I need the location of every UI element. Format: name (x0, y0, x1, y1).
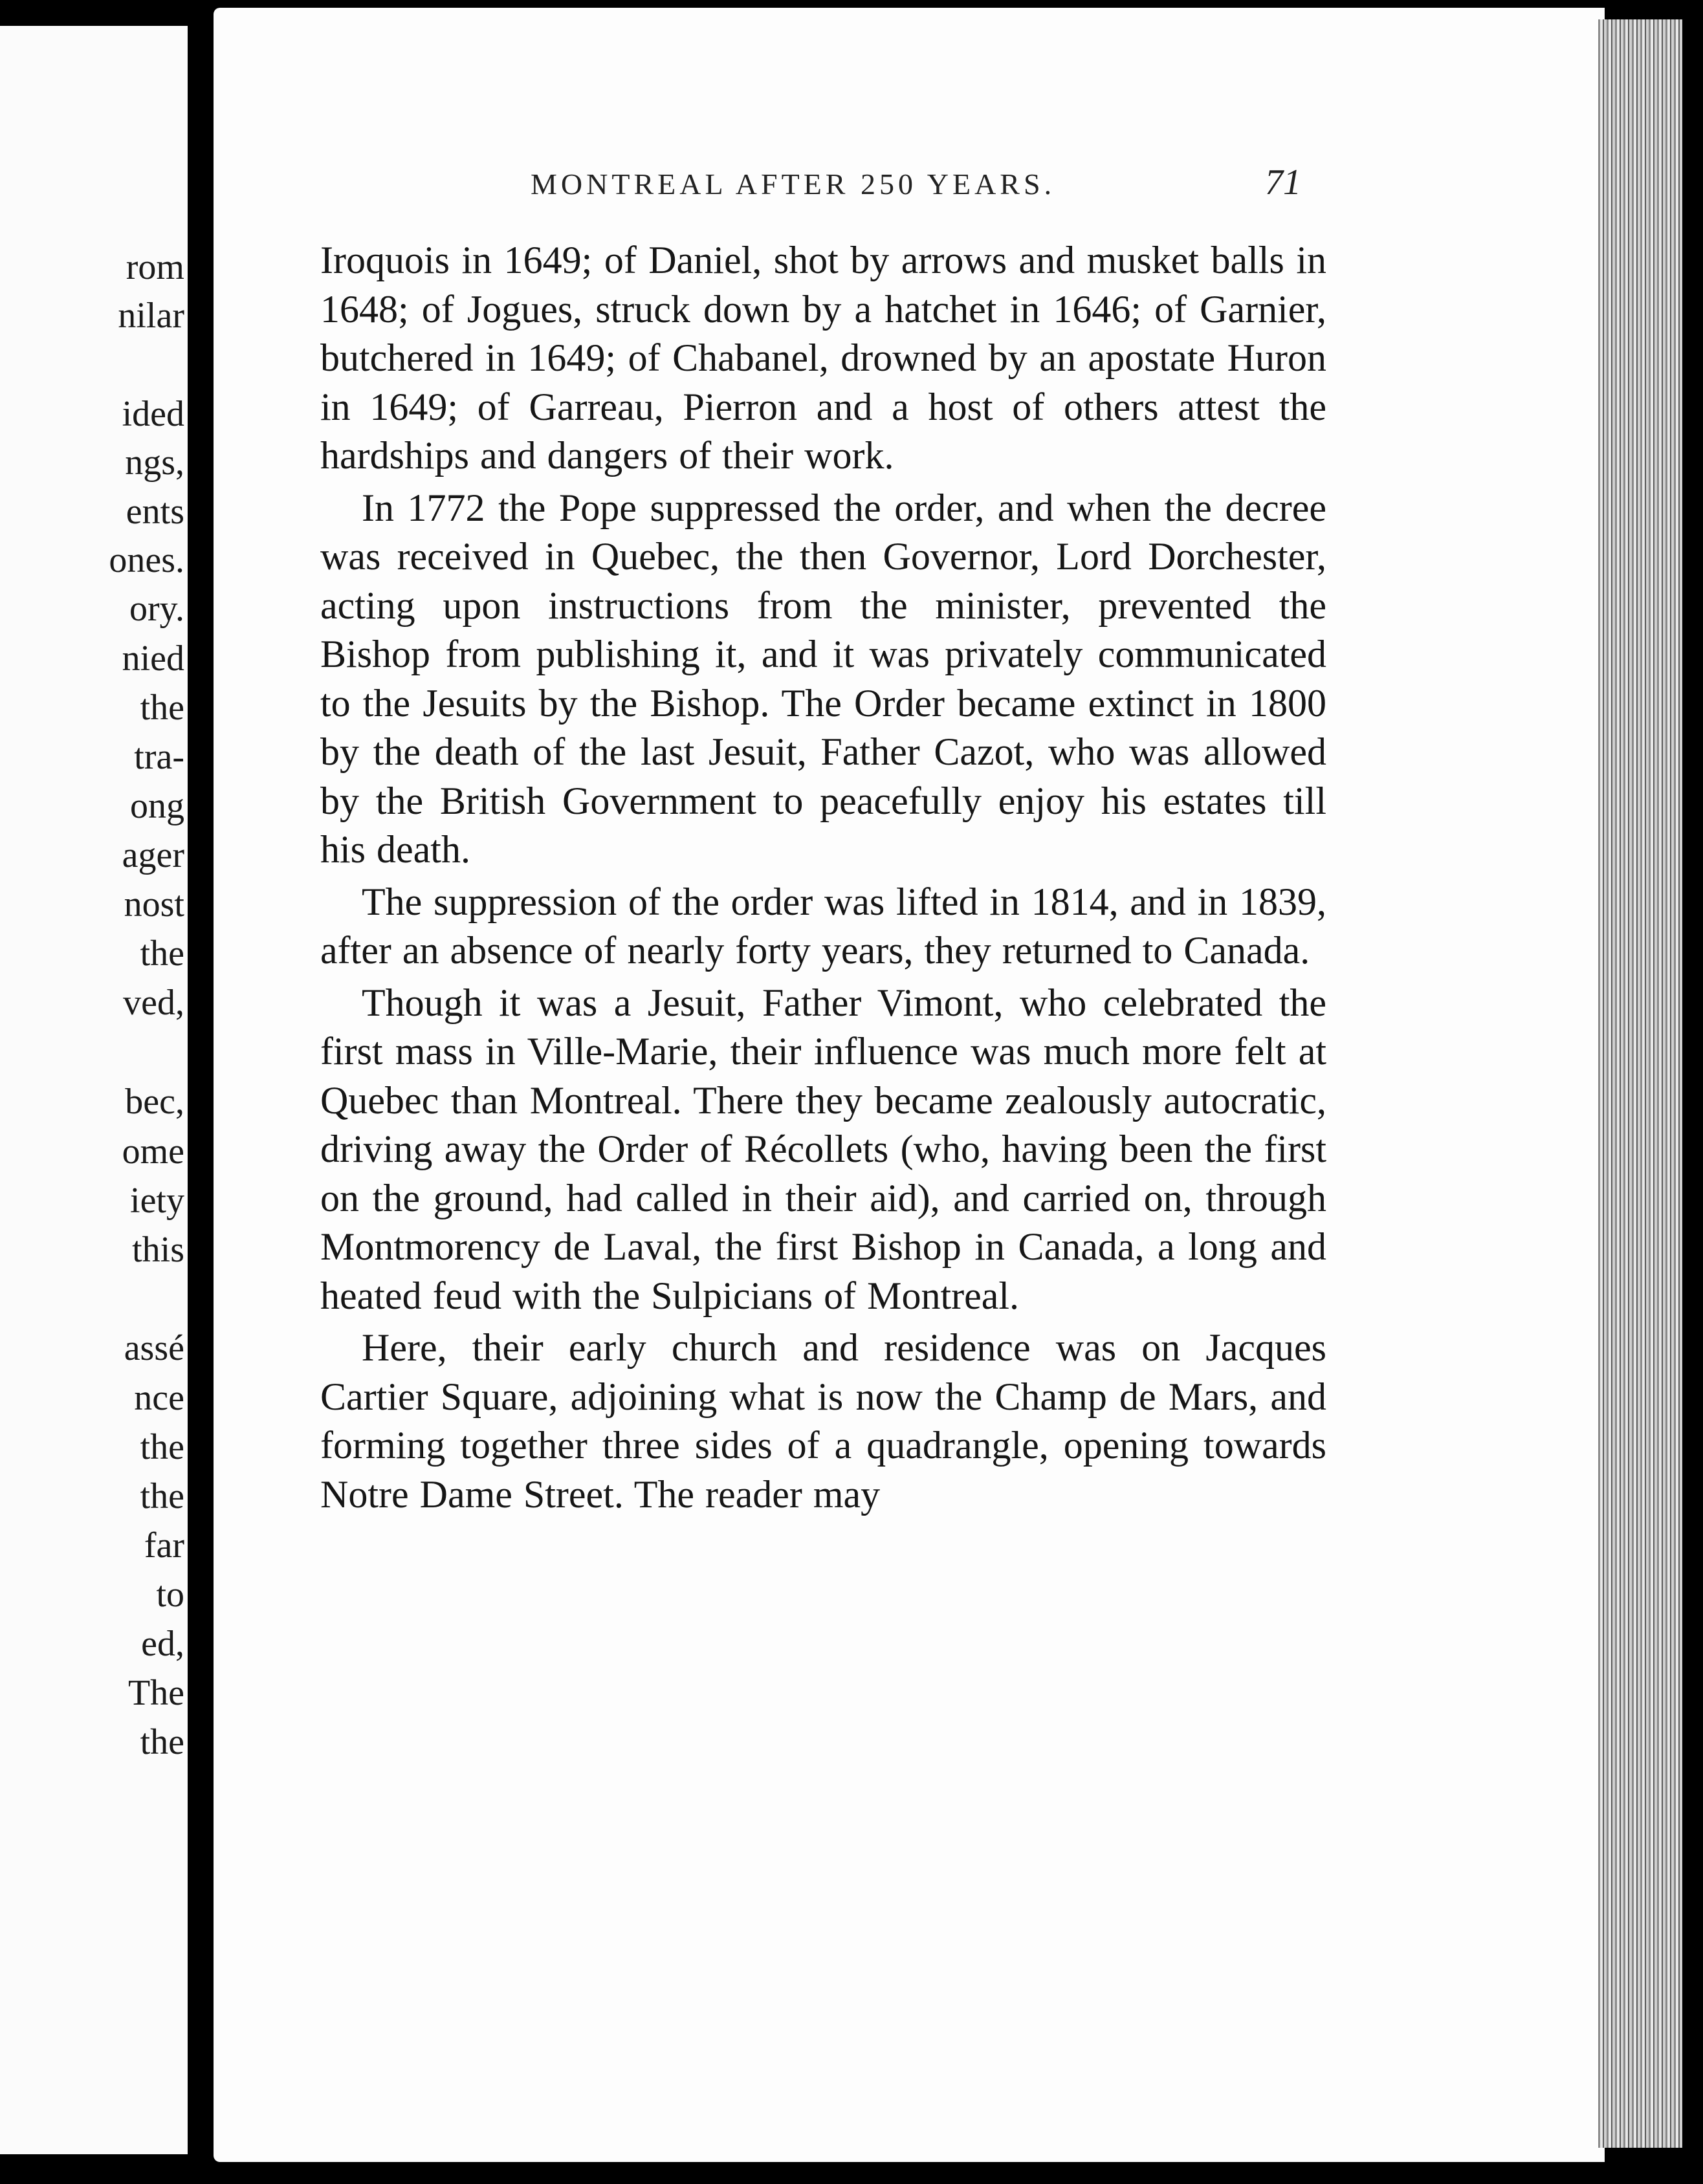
left-page-fragment: ents (126, 492, 184, 532)
left-page-fragment: the (140, 934, 184, 974)
left-page-fragment: ided (122, 394, 184, 434)
left-page-fragment: ed, (141, 1624, 184, 1664)
paragraph: The suppression of the order was lifted in 1814, and in 1839, after an absence of nearly forty years, they returned to Canada. (320, 880, 1326, 972)
left-page-fragment: tra- (134, 737, 184, 777)
left-page-fragment: ager (122, 835, 184, 875)
left-page-fragment: nied (122, 639, 184, 679)
left-page-fragment: rom (126, 247, 184, 287)
left-page-fragment: assé (124, 1328, 184, 1368)
left-page-fragment: ory. (129, 589, 184, 629)
left-page-fragment: ones. (109, 540, 184, 580)
left-page-fragment: iety (130, 1181, 184, 1221)
paragraph: Here, their early church and residence was on Jacques Cartier Square, adjoining what is now the Champ de Mars, and forming together three sides of a quadrangle, opening towards Notre Dame Street. The reader may (320, 1326, 1326, 1516)
paragraph: Though it was a Jesuit, Father Vimont, who celebrated the first mass in Ville-Marie, their influence was much more felt at Quebec than Montreal. There they became zealously autocratic, driving away the Order of Récollets (who, having been the first on the ground, had called in their aid), and carried on, through Montmorency de Laval, the first Bishop in Canada, a long and heated feud with the Sulpicians of Montreal. (320, 981, 1326, 1317)
left-page-fragment: nost (124, 884, 184, 924)
paragraph: In 1772 the Pope suppressed the order, and when the decree was received in Quebec, the then Governor, Lord Dorchester, acting upon instructions from the minister, prevented the Bishop from publishing it, and it was privately communicated to the Jesuits by the Bishop. The Order became extinct in 1800 by the death of the last Jesuit, Father Cazot, who was allowed by the British Government to peacefully enjoy his estates till his death. (320, 486, 1326, 871)
left-page-fragment: this (132, 1230, 184, 1270)
left-page-fragment: the (140, 688, 184, 728)
left-page-fragment: ong (130, 786, 184, 826)
left-page-fragment: far (144, 1525, 184, 1566)
left-page-fragment: the (140, 1476, 184, 1516)
left-page-fragment: ngs, (125, 442, 184, 483)
left-page-fragment: the (140, 1427, 184, 1467)
left-page-fragment: bec, (125, 1082, 184, 1122)
running-head: MONTREAL AFTER 250 YEARS. (531, 168, 1056, 201)
paragraph: Iroquois in 1649; of Daniel, shot by arrows and musket balls in 1648; of Jogues, struck down by a hatchet in 1646; of Garnier, butchered in 1649; of Chabanel, drowned by an apostate Huron in 1649; of Garreau, Pierron and a host of others attest the hardships and dangers of their work. (320, 239, 1326, 477)
left-page-fragment: ome (122, 1131, 184, 1172)
left-page-fragment: nce (134, 1378, 184, 1418)
page-edges (1598, 19, 1682, 2148)
left-page-fragment: the (140, 1722, 184, 1762)
left-page-fragment: to (156, 1575, 184, 1615)
left-page-fragment: nilar (118, 296, 184, 336)
left-page-fragment: The (127, 1673, 184, 1713)
body-text (320, 236, 1326, 1522)
left-page-fragment: ved, (123, 983, 184, 1023)
page-number: 71 (1265, 162, 1301, 202)
left-facing-page (0, 26, 188, 2154)
